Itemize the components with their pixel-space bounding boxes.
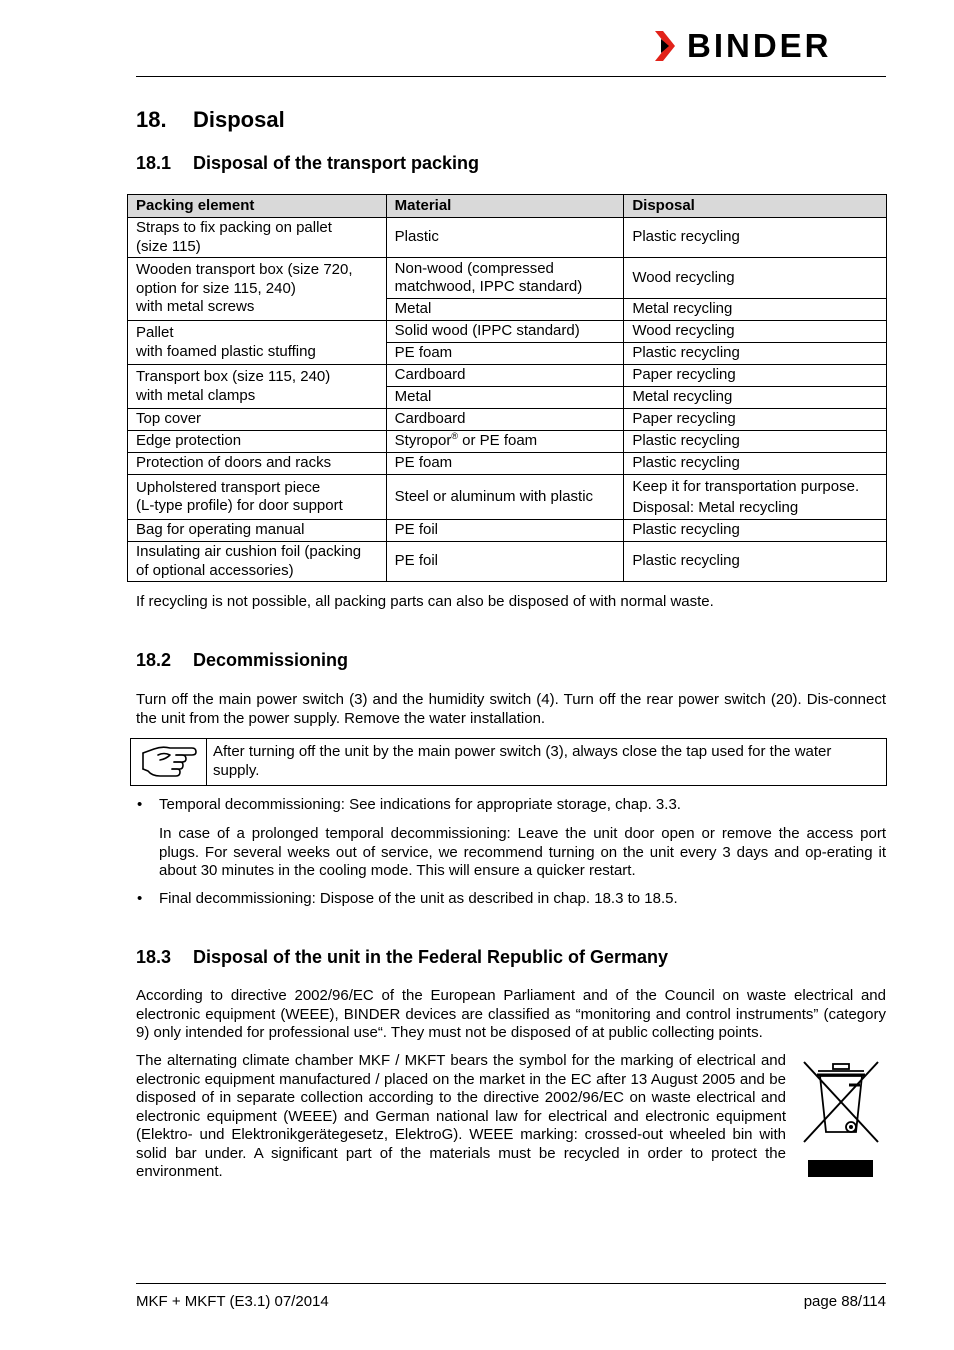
table-cell: Wooden transport box (size 720, option for size 115, 240) with metal screws <box>128 258 387 321</box>
table-cell: Metal recycling <box>624 299 887 321</box>
note-text: After turning off the unit by the main power switch (3), always close the tap used for the water supply. <box>213 743 832 779</box>
header-rule <box>136 76 886 77</box>
table-row <box>128 365 887 387</box>
table-cell: Plastic <box>386 218 624 258</box>
table-cell: Plastic recycling <box>624 218 887 258</box>
column-header: Material <box>386 195 624 218</box>
table-cell: PE foil <box>386 542 624 582</box>
table-row <box>128 453 887 475</box>
table-row <box>128 475 887 520</box>
section-heading-18-3 <box>136 946 668 968</box>
column-header: Packing element <box>128 195 387 218</box>
note-box <box>130 738 887 786</box>
table-cell: Insulating air cushion foil (packing of optional accessories) <box>128 542 387 582</box>
table-row <box>128 409 887 431</box>
table-cell: Styropor® or PE foam <box>386 431 624 453</box>
chapter-heading <box>136 107 285 133</box>
table-cell: Transport box (size 115, 240) with metal clamps <box>128 365 387 409</box>
table-cell: Steel or aluminum with plastic <box>386 475 624 520</box>
bullet-temporal: Temporal decommissioning: See indications for appropriate storage, chap. 3.3. <box>159 796 681 813</box>
table-header-row <box>128 195 887 218</box>
table-cell: Keep it for transportation purpose. Disposal: Metal recycling <box>624 475 887 520</box>
table-cell: Pallet with foamed plastic stuffing <box>128 321 387 365</box>
table-cell: Metal <box>386 299 624 321</box>
germany-paragraph-1: According to directive 2002/96/EC of the European Parliament and of the Council on waste electrical and electronic equipment (WEEE), BINDER devices are classified as “monitoring and control instruments” (category 9) only intended for professional use“. They must not be disposed of at public collecting points. <box>136 987 886 1041</box>
document-id: MKF + MKFT (E3.1) 07/2014 <box>136 1293 329 1310</box>
germany-paragraph-2: The alternating climate chamber MKF / MKFT bears the symbol for the marking of electrical and electronic equipment manufactured / placed on the market in the EC after 13 August 2005 and be disposed of in separate collection according to the directive 2002/96/EC on waste electrical and electronic equipment (WEEE) and German national law for electrical and electronic equipment (Elektro- und Elektronikgerätegesetz, ElektroG). WEEE marking: crossed-out wheeled bin with solid bar under. A significant part of the materials must be recycled in order to protect the environment. <box>136 1052 786 1180</box>
section-heading-18-1 <box>136 152 479 174</box>
recycling-note: If recycling is not possible, all packing parts can also be disposed of with normal waste. <box>136 593 714 610</box>
section-title: Disposal of the transport packing <box>193 153 480 173</box>
table-cell: Plastic recycling <box>624 520 887 542</box>
table-cell: PE foam <box>386 453 624 475</box>
table-cell: Wood recycling <box>624 258 887 299</box>
section-heading-18-2 <box>136 649 348 671</box>
table-cell: Straps to fix packing on pallet (size 115) <box>128 218 387 258</box>
table-cell: Paper recycling <box>624 365 887 387</box>
table-row <box>128 520 887 542</box>
table-cell: Upholstered transport piece (L-type profile) for door support <box>128 475 387 520</box>
table-cell: Plastic recycling <box>624 431 887 453</box>
table-cell: Protection of doors and racks <box>128 453 387 475</box>
table-cell: Cardboard <box>386 365 624 387</box>
table-cell: Plastic recycling <box>624 542 887 582</box>
chapter-title: Disposal <box>193 107 285 132</box>
bullet-temporal-detail: In case of a prolonged temporal decommissioning: Leave the unit door open or remove the access port plugs. For several weeks out of service, we recommend turning on the unit every 3 days and op-erating it about 30 minutes in the cooling mode. This will ensure a quicker restart. <box>159 825 886 879</box>
table-row <box>128 542 887 582</box>
table-cell: Non-wood (compressed matchwood, IPPC standard) <box>386 258 624 299</box>
table-row <box>128 218 887 258</box>
table-cell: Metal <box>386 387 624 409</box>
table-cell: Metal recycling <box>624 387 887 409</box>
chapter-number: 18. <box>136 107 167 132</box>
bullet-marker: • <box>137 796 143 813</box>
column-header: Disposal <box>624 195 887 218</box>
table-cell: Wood recycling <box>624 321 887 343</box>
table-cell: Cardboard <box>386 409 624 431</box>
section-number: 18.1 <box>136 153 172 173</box>
table-cell: Edge protection <box>128 431 387 453</box>
footer-rule <box>136 1283 886 1284</box>
pointing-hand-icon <box>131 739 207 785</box>
table-row <box>128 258 887 299</box>
table-cell: PE foam <box>386 343 624 365</box>
table-cell: Plastic recycling <box>624 453 887 475</box>
bullet-marker: • <box>137 890 143 907</box>
table-cell: Solid wood (IPPC standard) <box>386 321 624 343</box>
section-title: Decommissioning <box>193 650 349 670</box>
section-title: Disposal of the unit in the Federal Republic of Germany <box>193 947 669 967</box>
packing-disposal-table <box>127 194 887 582</box>
section-number: 18.3 <box>136 947 172 967</box>
table-cell: Bag for operating manual <box>128 520 387 542</box>
table-cell: Top cover <box>128 409 387 431</box>
table-cell: Paper recycling <box>624 409 887 431</box>
decommissioning-intro: Turn off the main power switch (3) and the humidity switch (4). Turn off the rear power switch (20). Dis-connect the unit from the power supply. Remove the water installation. <box>136 691 886 727</box>
table-row <box>128 431 887 453</box>
table-row <box>128 321 887 343</box>
section-number: 18.2 <box>136 650 172 670</box>
table-cell: Plastic recycling <box>624 343 887 365</box>
table-cell: PE foil <box>386 520 624 542</box>
bullet-final: Final decommissioning: Dispose of the unit as described in chap. 18.3 to 18.5. <box>159 890 678 907</box>
brand-name: BINDER <box>687 27 832 64</box>
binder-logo <box>655 27 832 64</box>
binder-logo-mark-icon <box>655 31 679 61</box>
crossed-out-wheeled-bin-icon <box>802 1060 880 1180</box>
page-number: page 88/114 <box>803 1293 886 1310</box>
